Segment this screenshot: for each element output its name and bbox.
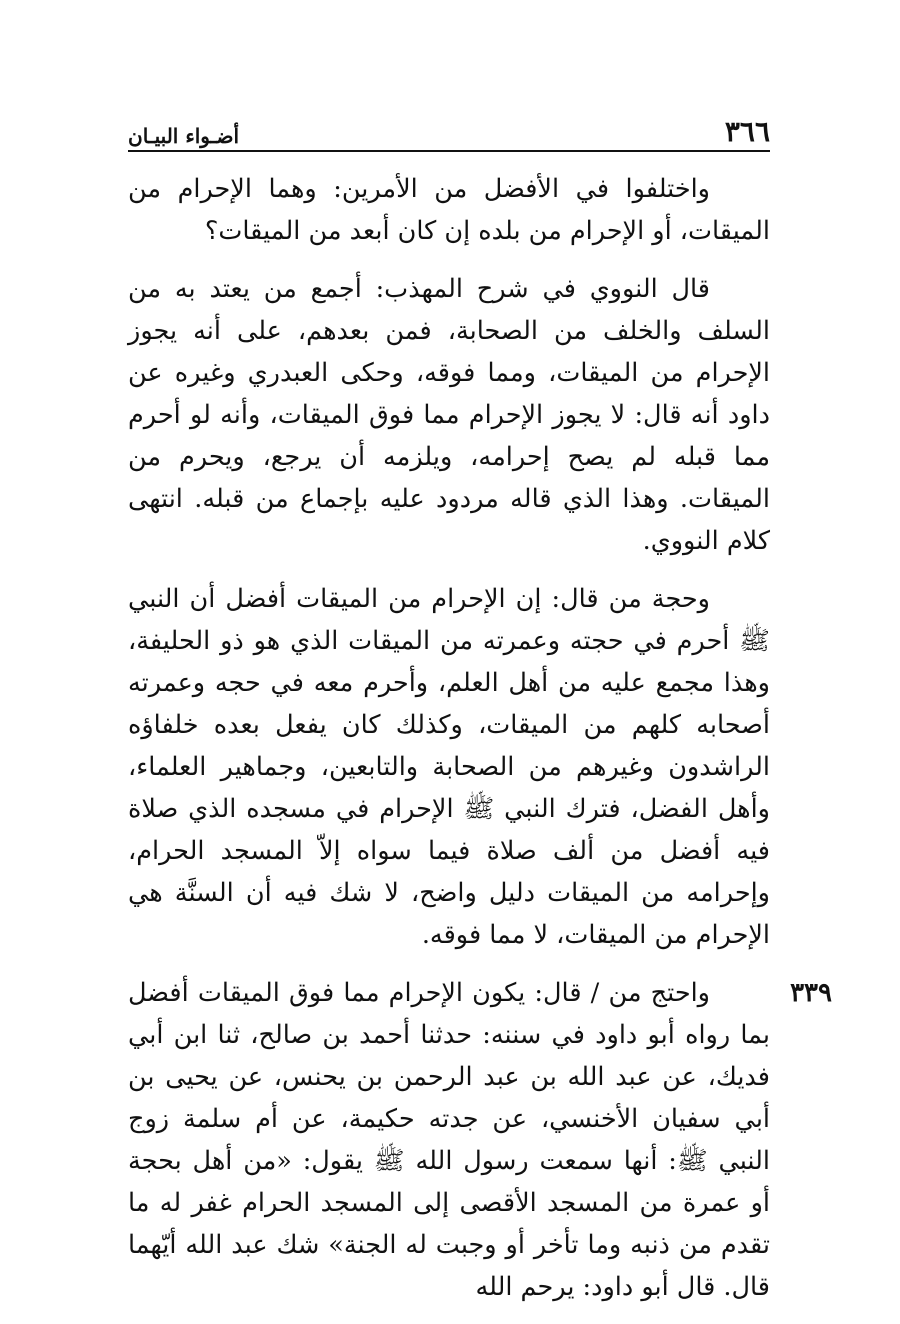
paragraph-with-margin-marker bbox=[128, 972, 832, 1308]
page-body bbox=[128, 168, 832, 1324]
paragraph: واحتج من / قال: يكون الإحرام مما فوق الميقات أفضل بما رواه أبو داود في سننه: حدثنا أحمد بن صالح، ثنا ابن أبي فديك، عن عبد الله بن عبد الرحمن بن يحنس، عن يحيى بن أبي سفيان الأخنسي، عن جدته حكيمة، عن أم سلمة زوج النبي ﷺ: أنها سمعت رسول الله ﷺ يقول: «من أهل بحجة أو عمرة من المسجد الأقصى إلى المسجد الحرام غفر له ما تقدم من ذنبه وما تأخر أو وجبت له الجنة» شك عبد الله أيّهما قال. قال أبو داود: يرحم الله bbox=[128, 978, 770, 1302]
paragraph: واختلفوا في الأفضل من الأمرين: وهما الإحرام من الميقات، أو الإحرام من بلده إن كان أبعد من الميقات؟ bbox=[128, 174, 770, 246]
book-title: أضـواء البيـان bbox=[128, 124, 240, 148]
paragraph: قال النووي في شرح المهذب: أجمع من يعتد به من السلف والخلف من الصحابة، فمن بعدهم، على أنه يجوز الإحرام من الميقات، ومما فوقه، وحكى العبدري وغيره عن داود أنه قال: لا يجوز الإحرام مما فوق الميقات، وأنه لو أحرم مما قبله لم يصح إحرامه، ويلزمه أن يرجع، ويحرم من الميقات. وهذا الذي قاله مردود عليه بإجماع من قبله. انتهى كلام النووي. bbox=[128, 274, 770, 556]
paragraph: وحجة من قال: إن الإحرام من الميقات أفضل أن النبي ﷺ أحرم في حجته وعمرته من الميقات الذي هو ذو الحليفة، وهذا مجمع عليه من أهل العلم، وأحرم معه في حجه وعمرته أصحابه كلهم من الميقات، وكذلك كان يفعل بعده خلفاؤه الراشدون وغيرهم من الصحابة والتابعين، وجماهير العلماء، وأهل الفضل، فترك النبي ﷺ الإحرام في مسجده الذي صلاة فيه أفضل من ألف صلاة فيما سواه إلاّ المسجد الحرام، وإحرامه من الميقات دليل واضح، لا شك فيه أن السنَّة هي الإحرام من الميقات، لا مما فوقه. bbox=[128, 584, 770, 950]
page-header bbox=[128, 108, 770, 152]
page-number: ٣٦٦ bbox=[724, 115, 770, 148]
original-page-marker: ٣٣٩ bbox=[790, 978, 832, 1008]
